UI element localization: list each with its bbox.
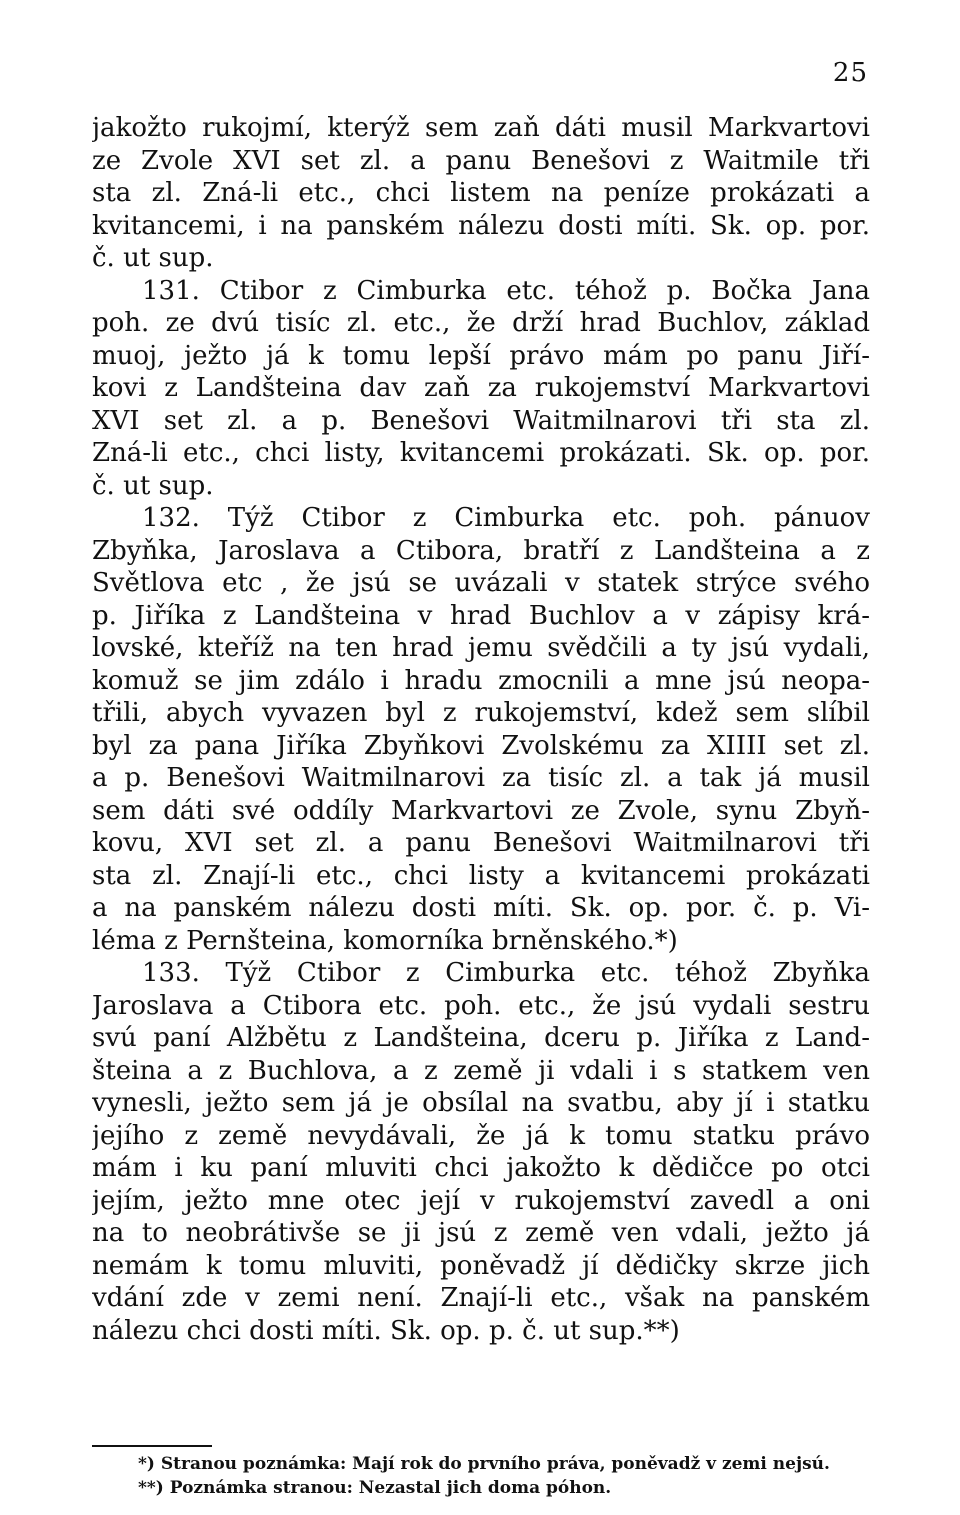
- text-line: a na panském nálezu dosti míti. Sk. op. por. č. p. Vi-: [92, 893, 870, 923]
- text-line: Zná-li etc., chci listy, kvitancemi prokázati. Sk. op. por.: [92, 438, 870, 468]
- text-line: kovi z Landšteina dav zaň za rukojemství Markvartovi: [92, 373, 870, 403]
- body-text: [92, 112, 870, 1347]
- text-line: a p. Benešovi Waitmilnarovi za tisíc zl. a tak já musil: [92, 763, 870, 793]
- text-line: č. ut sup.: [92, 470, 214, 501]
- text-line: svú paní Alžbětu z Landšteina, dceru p. Jiříka z Land-: [92, 1023, 870, 1053]
- text-line: Zbyňka, Jaroslava a Ctibora, bratří z Landšteina a z: [92, 535, 870, 566]
- text-line: léma z Pernšteina, komorníka brněnského.*): [92, 925, 678, 956]
- text-line: č. ut sup.: [92, 243, 214, 273]
- footnotes: [138, 1452, 873, 1500]
- text-line: ze Zvole XVI set zl. a panu Benešovi z Waitmile tři: [92, 145, 870, 176]
- section-132-heading-line: 132. Týž Ctibor z Cimburka etc. poh. pánuov: [142, 503, 870, 533]
- text-line: šteina a z Buchlova, a z země ji vdali i s statkem ven: [92, 1055, 870, 1086]
- text-line: nemám k tomu mluviti, poněvadž jí dědičky skrze jich: [92, 1250, 870, 1281]
- text-line: muoj, ježto já k tomu lepší právo mám po panu Jiří-: [92, 340, 870, 371]
- text-line: vynesli, ježto sem já je obsílal na svatbu, aby jí i statku: [92, 1088, 870, 1118]
- text-line: komuž se jim zdálo i hradu zmocnili a mne jsú neopa-: [92, 665, 870, 696]
- page-number: 25: [832, 58, 868, 88]
- footnote: **) Poznámka stranou: Nezastal jich doma póhon.: [138, 1478, 612, 1498]
- text-line: sem dáti své oddíly Markvartovi ze Zvole, synu Zbyň-: [92, 795, 870, 826]
- text-line: Jaroslava a Ctibora etc. poh. etc., že jsú vydali sestru: [92, 990, 870, 1021]
- text-line: kvitancemi, i na panském nálezu dosti míti. Sk. op. por.: [92, 210, 870, 241]
- text-line: třili, abych vyvazen byl z rukojemství, kdež sem slíbil: [92, 698, 870, 728]
- text-line: jejího z země nevydávali, že já k tomu statku právo: [92, 1120, 870, 1151]
- text-line: Světlova etc , že jsú se uvázali v statek strýce svého: [92, 568, 870, 598]
- text-line: vdání zde v zemi není. Znají-li etc., však na panském: [92, 1283, 870, 1313]
- footnote: *) Stranou poznámka: Mají rok do prvního práva, poněvadž v zemi nejsú.: [138, 1454, 830, 1474]
- text-line: kovu, XVI set zl. a panu Benešovi Waitmilnarovi tři: [92, 828, 870, 858]
- text-line: XVI set zl. a p. Benešovi Waitmilnarovi tři sta zl.: [92, 405, 870, 436]
- text-line: sta zl. Znají-li etc., chci listy a kvitancemi prokázati: [92, 860, 870, 891]
- text-line: mám i ku paní mluviti chci jakožto k dědičce po otci: [92, 1153, 870, 1183]
- footnote-divider: [92, 1445, 212, 1447]
- text-line: poh. ze dvú tisíc zl. etc., že drží hrad Buchlov, základ: [92, 308, 870, 338]
- text-line: jejím, ježto mne otec její v rukojemství zavedl a oni: [92, 1185, 870, 1216]
- text-line: nálezu chci dosti míti. Sk. op. p. č. ut sup.**): [92, 1315, 680, 1346]
- text-line: sta zl. Zná-li etc., chci listem na peníze prokázati a: [92, 178, 870, 208]
- text-line: na to neobrátivše se ji jsú z země ven vdali, ježto já: [92, 1218, 870, 1248]
- text-line: byl za pana Jiříka Zbyňkovi Zvolskému za XIIII set zl.: [92, 730, 870, 761]
- text-line: lovské, kteříž na ten hrad jemu svědčili a ty jsú vydali,: [92, 633, 870, 663]
- text-line: jakožto rukojmí, kterýž sem zaň dáti musil Markvartovi: [92, 113, 870, 143]
- text-line: p. Jiříka z Landšteina v hrad Buchlov a v zápisy krá-: [92, 600, 870, 631]
- section-133-heading-line: 133. Týž Ctibor z Cimburka etc. téhož Zbyňka: [142, 958, 870, 988]
- section-131-heading-line: 131. Ctibor z Cimburka etc. téhož p. Bočka Jana: [142, 275, 870, 306]
